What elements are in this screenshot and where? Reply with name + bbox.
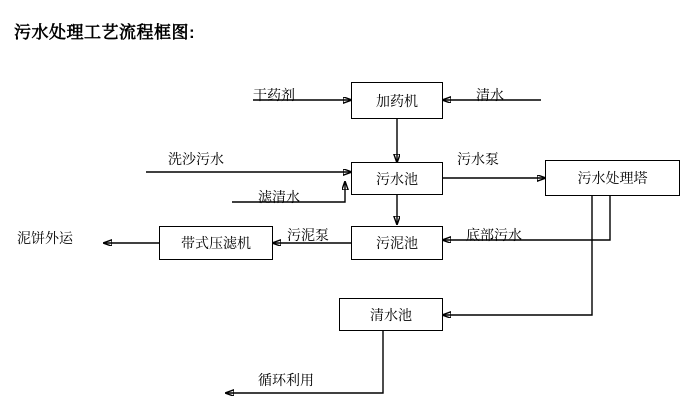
- edge-label-sludge-pump: 污泥泵: [287, 227, 329, 243]
- edge-label-sewage-pump: 污水泵: [457, 151, 499, 167]
- edge-label-filtrate-water: 滤清水: [258, 189, 300, 205]
- node-label: 污水池: [376, 170, 418, 187]
- node-belt-filter-press[interactable]: [159, 226, 273, 260]
- node-label: 清水池: [370, 306, 412, 323]
- node-label: 加药机: [376, 92, 418, 109]
- edge-label-bottom-sewage: 底部污水: [466, 227, 522, 243]
- node-label: 带式压滤机: [181, 235, 251, 251]
- edge-label-dry-agent: 干药剂: [253, 87, 295, 103]
- edge-label-sand-washing-sewage: 洗沙污水: [168, 151, 224, 167]
- node-dosing-machine[interactable]: [351, 82, 443, 119]
- edge-tower-to-clean-pool: [443, 196, 592, 315]
- edge-label-recycle-use: 循环利用: [258, 372, 314, 388]
- node-clean-water-pool[interactable]: [339, 298, 443, 331]
- node-sludge-pool[interactable]: [351, 226, 443, 260]
- node-sewage-treatment-tower[interactable]: [545, 160, 680, 196]
- node-sewage-pool[interactable]: [351, 162, 443, 195]
- node-label: 污水处理塔: [577, 170, 648, 186]
- page-title: 污水处理工艺流程框图:: [14, 23, 196, 42]
- edge-label-clear-water: 清水: [476, 87, 504, 103]
- edge-label-mud-cake-out: 泥饼外运: [17, 230, 73, 246]
- node-label: 污泥池: [376, 235, 418, 251]
